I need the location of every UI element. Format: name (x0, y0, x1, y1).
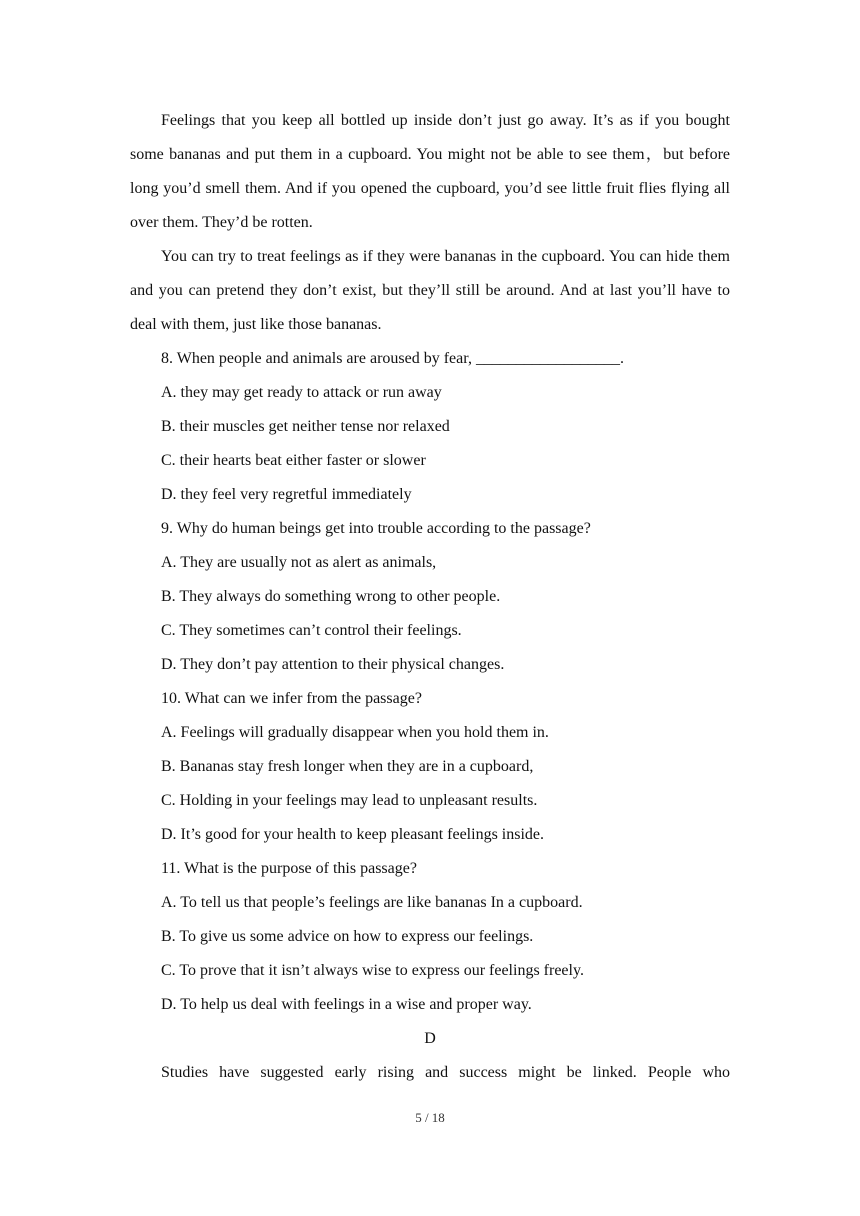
question-9-option-d: D. They don’t pay attention to their physical changes. (161, 656, 505, 673)
question-11-option-a: A. To tell us that people’s feelings are like bananas In a cupboard. (161, 894, 583, 911)
question-10-option-c: C. Holding in your feelings may lead to unpleasant results. (161, 792, 538, 809)
question-11-option-b: B. To give us some advice on how to express our feelings. (161, 928, 534, 945)
question-8-option-c: C. their hearts beat either faster or slower (161, 452, 426, 469)
question-11-option-d: D. To help us deal with feelings in a wise and proper way. (161, 996, 532, 1013)
question-11-stem: 11. What is the purpose of this passage? (161, 860, 417, 877)
question-8-option-b: B. their muscles get neither tense nor relaxed (161, 418, 450, 435)
passage-paragraph-bananas: Feelings that you keep all bottled up inside don’t just go away. It’s as if you bought some bananas and put them in a cupboard. You might not be able to see them，but before long you’d smell them. And if you opened the cupboard, you’d see little fruit flies flying all over them. They’d be rotten. (130, 112, 730, 231)
question-9-option-b: B. They always do something wrong to other people. (161, 588, 501, 605)
passage-d-intro: Studies have suggested early rising and success might be linked. People who (161, 1064, 730, 1081)
question-11-option-c: C. To prove that it isn’t always wise to express our feelings freely. (161, 962, 584, 979)
question-10-stem: 10. What can we infer from the passage? (161, 690, 422, 707)
question-9-option-a: A. They are usually not as alert as animals, (161, 554, 437, 571)
question-9-option-c: C. They sometimes can’t control their feelings. (161, 622, 462, 639)
page-body (130, 104, 730, 1090)
passage-paragraph-treat-feelings: You can try to treat feelings as if they were bananas in the cupboard. You can hide them and you can pretend they don’t exist, but they’ll still be around. And at last you’ll have to deal with them, just like those bananas. (130, 248, 730, 333)
question-8-stem: 8. When people and animals are aroused by fear, __________________. (161, 350, 624, 367)
question-10-option-d: D. It’s good for your health to keep pleasant feelings inside. (161, 826, 545, 843)
question-10-option-a: A. Feelings will gradually disappear when you hold them in. (161, 724, 549, 741)
question-9-stem: 9. Why do human beings get into trouble according to the passage? (161, 520, 591, 537)
page-number: 5 / 18 (415, 1110, 445, 1125)
section-heading-d: D (424, 1030, 436, 1047)
question-8-option-d: D. they feel very regretful immediately (161, 486, 412, 503)
question-8-option-a: A. they may get ready to attack or run away (161, 384, 442, 401)
question-10-option-b: B. Bananas stay fresh longer when they are in a cupboard, (161, 758, 534, 775)
